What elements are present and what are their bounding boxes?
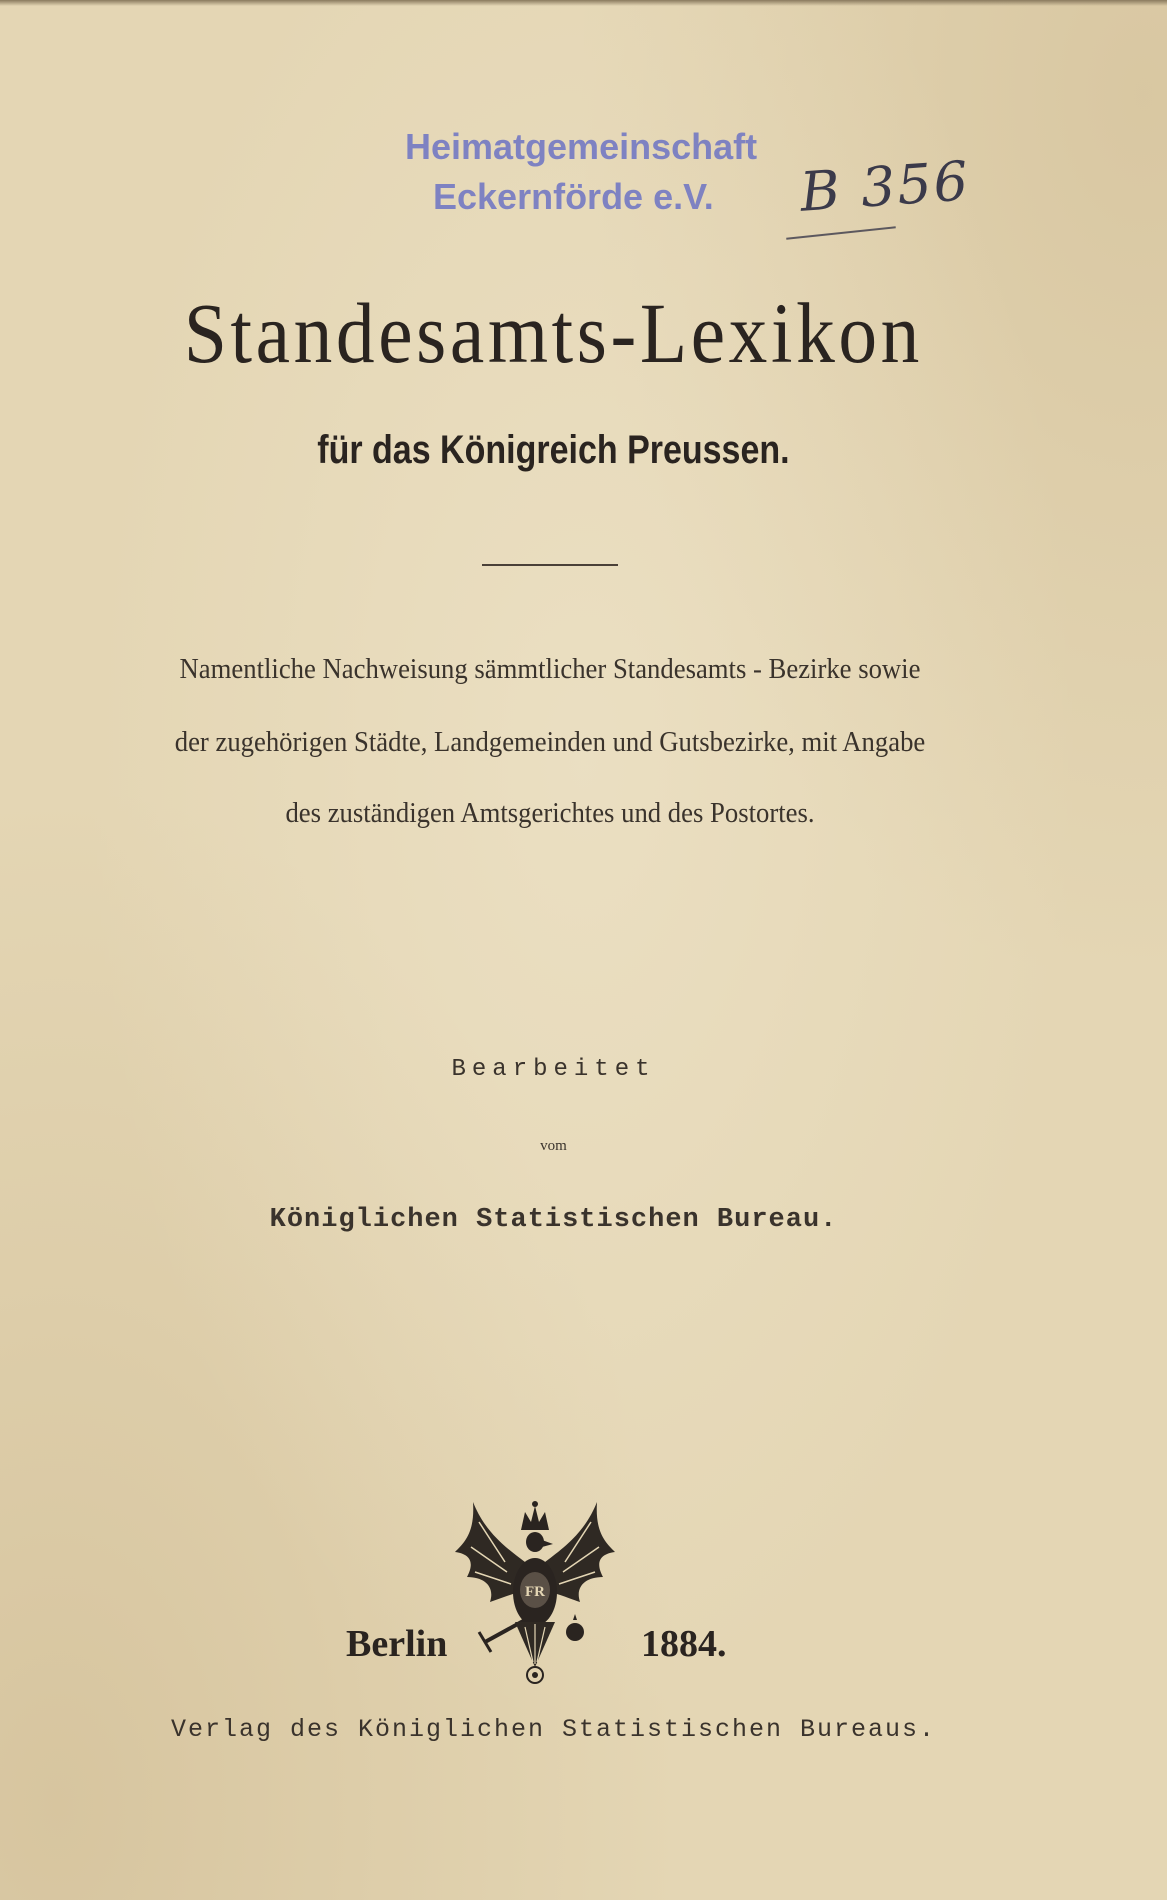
description-line-1: Namentliche Nachweisung sämmtlicher Standesamts - Bezirke sowie	[179, 653, 921, 685]
description-line-2: der zugehörigen Städte, Landgemeinden und Gutsbezirke, mit Angabe	[174, 726, 926, 758]
imprint-year: 1884.	[641, 1623, 727, 1665]
imprint-city: Berlin	[346, 1623, 448, 1665]
description-line-3: des zuständigen Amtsgerichtes und des Postortes.	[285, 797, 815, 829]
by-label: vom	[540, 1138, 567, 1154]
book-title: Standesamts-Lexikon	[183, 285, 923, 381]
stamp-line-1: Heimatgemeinschaft	[405, 126, 758, 167]
stamp-line-2: Eckernförde e.V.	[433, 176, 714, 217]
page-edge-shadow	[0, 0, 1167, 6]
handwritten-shelfmark: B 356	[798, 149, 972, 224]
prussian-eagle-icon	[445, 1492, 625, 1692]
book-subtitle: für das Königreich Preussen.	[317, 428, 790, 472]
author-name: Königlichen Statistischen Bureau.	[269, 1205, 838, 1235]
publisher-line: Verlag des Königlichen Statistischen Bureaus.	[170, 1715, 937, 1744]
shelfmark-underline	[786, 226, 896, 239]
library-stamp	[405, 122, 785, 222]
eagle-monogram: FR	[525, 1584, 545, 1600]
divider-rule	[482, 564, 618, 566]
edited-label: Bearbeitet	[451, 1056, 656, 1083]
